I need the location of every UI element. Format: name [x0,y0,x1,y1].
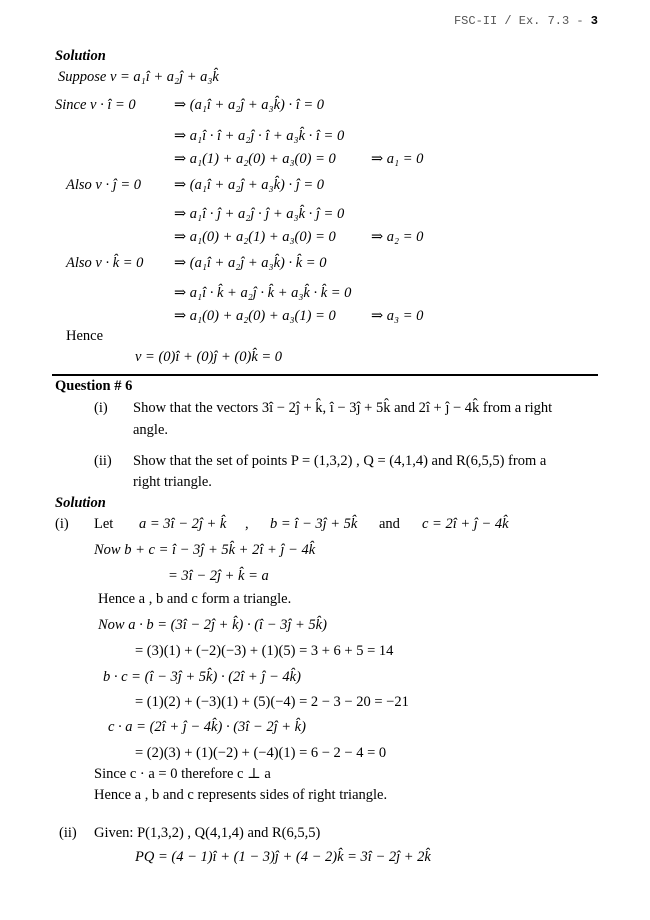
section-divider [52,374,598,376]
solution-line: c = 2î + ĵ − 4k̂ [422,516,509,532]
solution-line: (ii) [59,825,77,841]
solution-line: Since v · î = 0 [55,97,136,113]
solution-line: ⇒ a₁(1) + a₂(0) + a₃(0) = 0 [174,151,336,167]
question-text: angle. [133,422,169,438]
solution-line: , [245,516,249,532]
solution-line: ⇒ a₁(0) + a₂(0) + a₃(1) = 0 [174,308,336,324]
question-text: right triangle. [133,474,212,490]
solution-line: c · a = (2î + ĵ − 4k̂) · (3î − 2ĵ + k̂) [108,719,306,735]
solution-line: Suppose v = a₁î + a₂ĵ + a₃k̂ [58,69,219,85]
solution-line: ⇒ a₁î · î + a₂ĵ · î + a₃k̂ · î = 0 [174,128,345,144]
header-prefix: FSC-II / Ex. 7.3 - [453,14,591,28]
solution-line: ⇒ (a₁î + a₂ĵ + a₃k̂) · î = 0 [174,97,325,113]
solution-line: PQ = (4 − 1)î + (1 − 3)ĵ + (4 − 2)k̂ = 3î − 2ĵ + 2k̂ [135,849,431,865]
solution-line: ⇒ a₃ = 0 [371,308,424,324]
solution-line: Given: P(1,3,2) , Q(4,1,4) and R(6,5,5) [94,825,321,841]
solution-line: b · c = (î − 3ĵ + 5k̂) · (2î + ĵ − 4k̂) [103,669,301,685]
solution-line: Let [94,516,114,532]
question-text: Show that the vectors 3î − 2ĵ + k̂, î − 3ĵ + 5k̂ and 2î + ĵ − 4k̂ from a right [133,400,553,416]
question-heading: Question # 6 [55,378,133,394]
solution-line: and [379,516,400,532]
solution-line: Since c · a = 0 therefore c ⊥ a [94,766,271,782]
page-header [454,14,598,28]
part-number: (i) [94,400,108,416]
page-number: 3 [590,14,598,28]
solution-line: ⇒ a₁ = 0 [371,151,424,167]
solution-line: b = î − 3ĵ + 5k̂ [270,516,358,532]
solution-line: ⇒ a₁î · k̂ + a₂ĵ · k̂ + a₃k̂ · k̂ = 0 [174,285,352,301]
solution-line: = 3î − 2ĵ + k̂ = a [168,568,269,584]
solution-line: = (3)(1) + (−2)(−3) + (1)(5) = 3 + 6 + 5 = 14 [135,643,394,659]
part-number: (ii) [94,453,112,469]
solution-line: v = (0)î + (0)ĵ + (0)k̂ = 0 [135,349,283,365]
solution-heading: Solution [55,495,106,511]
solution-line: Also v · k̂ = 0 [66,255,144,271]
solution-line: a = 3î − 2ĵ + k̂ [139,516,227,532]
solution-heading: Solution [55,48,106,64]
solution-line: (i) [55,516,69,532]
solution-line: ⇒ (a₁î + a₂ĵ + a₃k̂) · k̂ = 0 [174,255,327,271]
solution-line: ⇒ a₁î · ĵ + a₂ĵ · ĵ + a₃k̂ · ĵ = 0 [174,206,345,222]
solution-line: ⇒ a₂ = 0 [371,229,424,245]
solution-line: Hence a , b and c represents sides of right triangle. [94,787,388,803]
solution-line: Now b + c = î − 3ĵ + 5k̂ + 2î + ĵ − 4k̂ [94,542,316,558]
question-text: Show that the set of points P = (1,3,2) , Q = (4,1,4) and R(6,5,5) from a [133,453,547,469]
solution-line: Hence [66,328,104,344]
solution-line: Hence a , b and c form a triangle. [98,591,292,607]
solution-line: = (1)(2) + (−3)(1) + (5)(−4) = 2 − 3 − 20 = −21 [135,694,409,710]
solution-line: Now a · b = (3î − 2ĵ + k̂) · (î − 3ĵ + 5k̂) [98,617,327,633]
solution-line: ⇒ (a₁î + a₂ĵ + a₃k̂) · ĵ = 0 [174,177,325,193]
solution-line: = (2)(3) + (1)(−2) + (−4)(1) = 6 − 2 − 4 = 0 [135,745,387,761]
solution-line: Also v · ĵ = 0 [66,177,142,193]
solution-line: ⇒ a₁(0) + a₂(1) + a₃(0) = 0 [174,229,336,245]
